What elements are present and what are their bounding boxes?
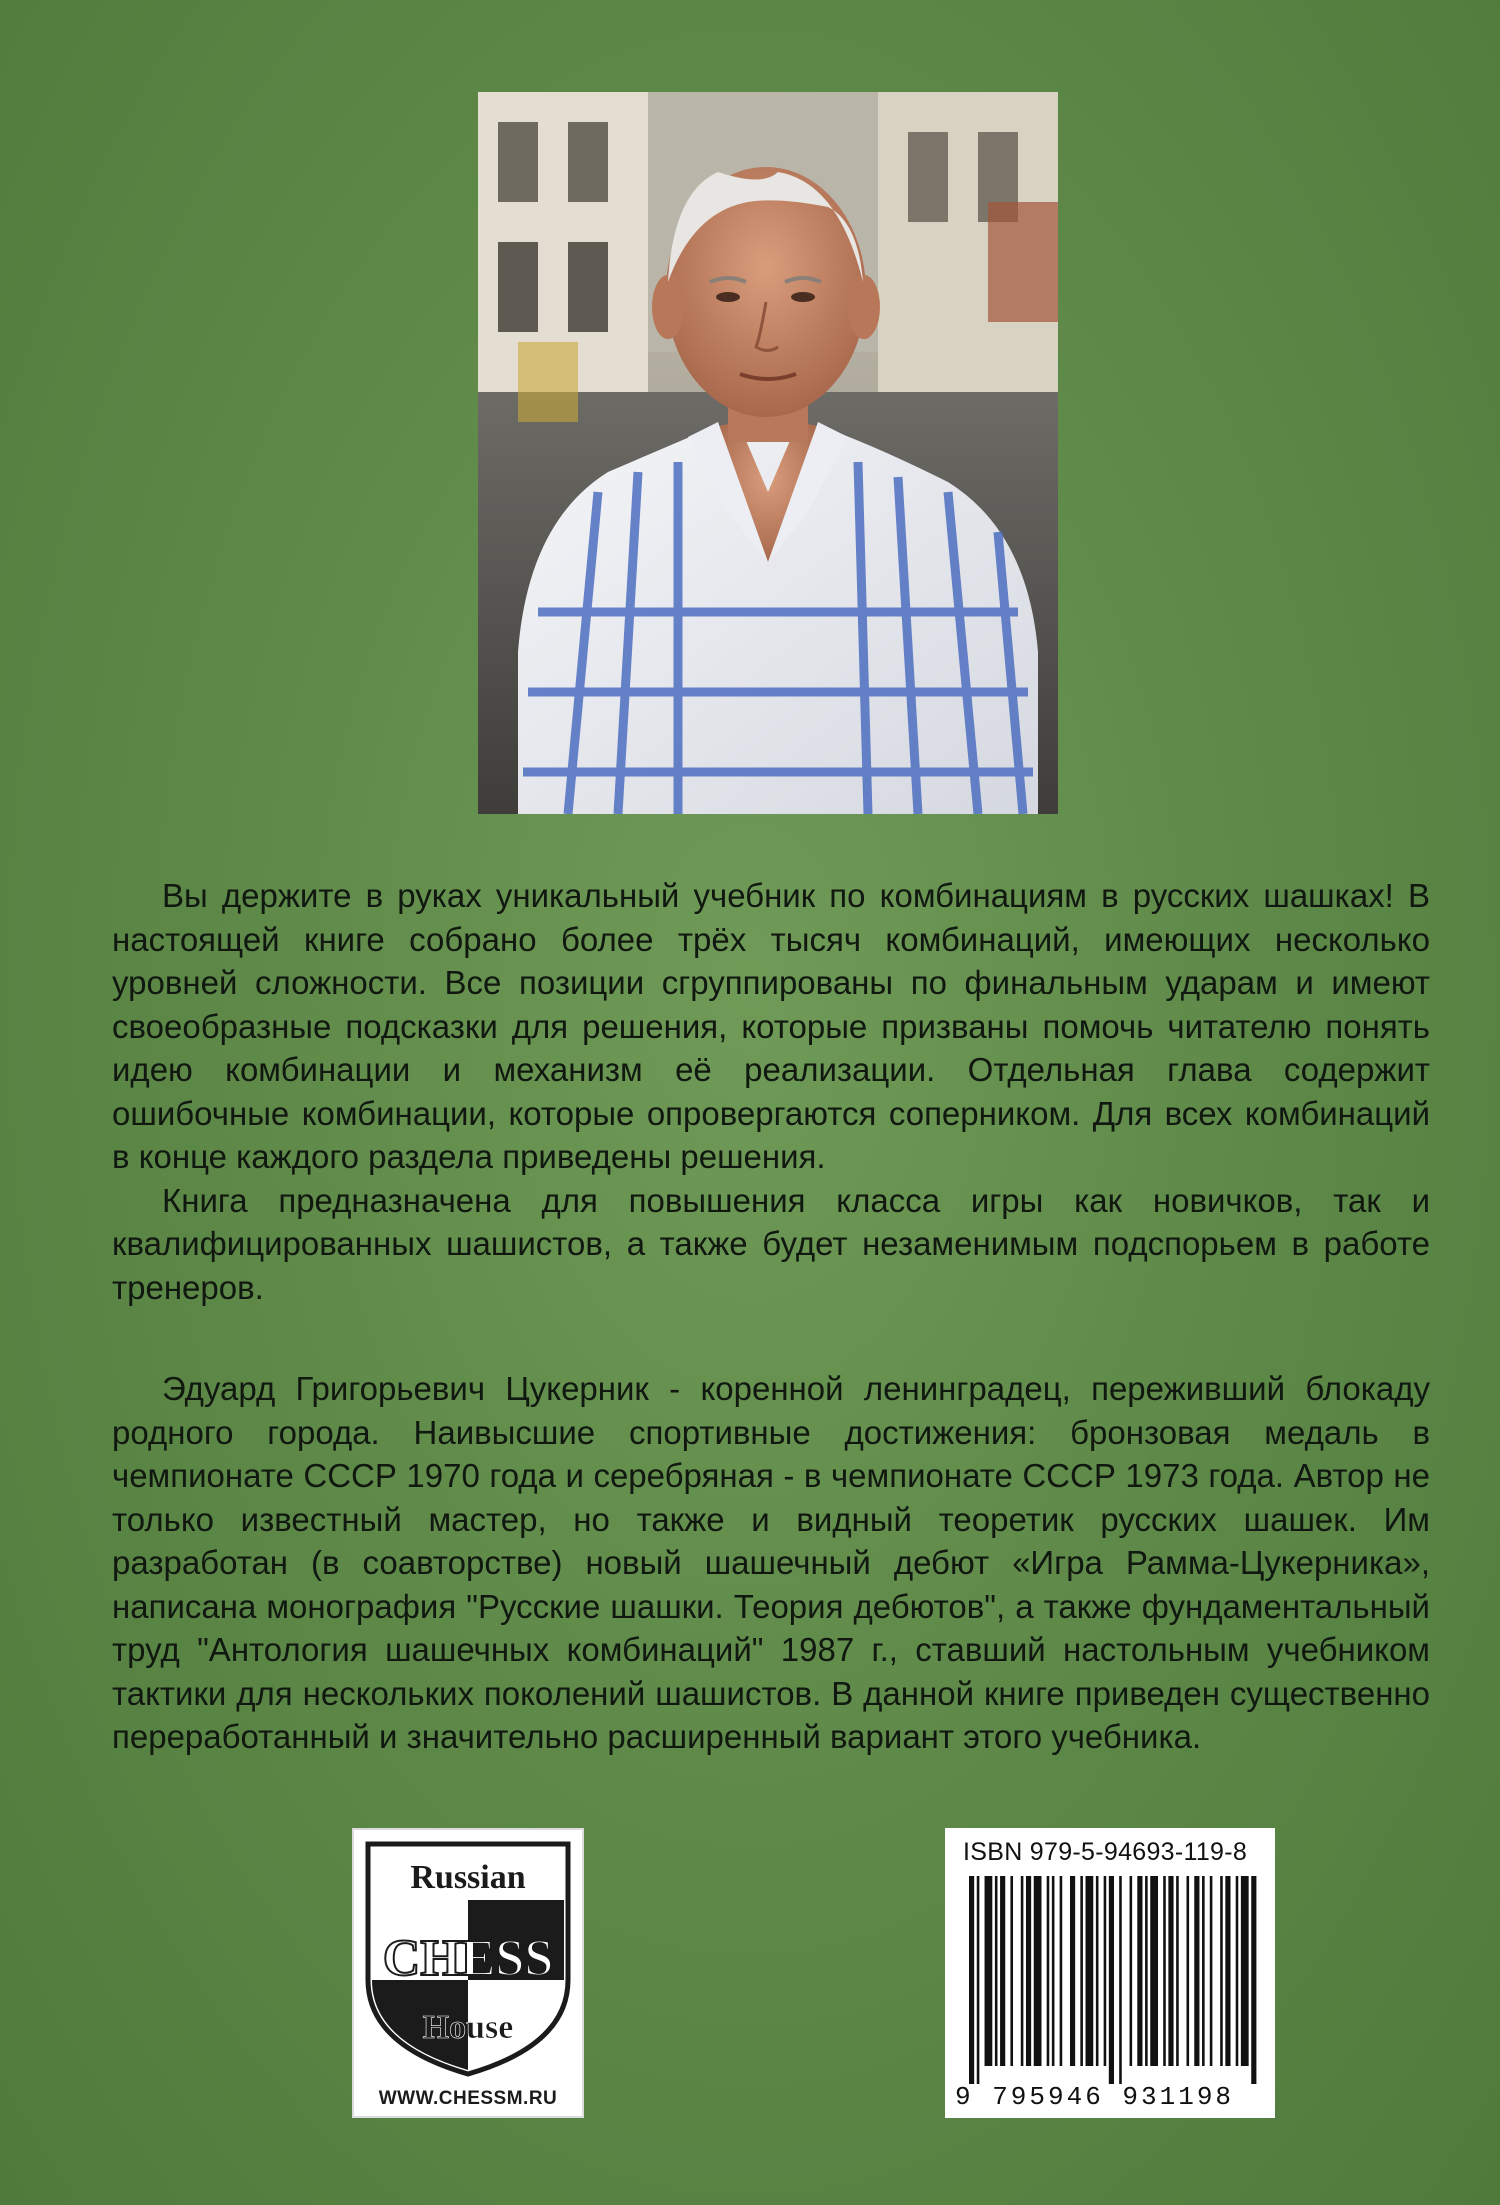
author-photo-image <box>478 92 1058 814</box>
barcode-bar <box>1096 1876 1099 2066</box>
barcode-bar <box>1220 1876 1223 2066</box>
barcode-bar <box>1047 1876 1050 2066</box>
logo-line-2: CHESS <box>382 1930 554 1987</box>
publisher-url: WWW.CHESSM.RU <box>378 2088 558 2109</box>
barcode-bar <box>1070 1876 1075 2066</box>
barcode-bar <box>1202 1876 1205 2066</box>
barcode-bar <box>1086 1876 1094 2066</box>
barcode-bar <box>1137 1876 1142 2066</box>
barcode-bar <box>1210 1876 1213 2066</box>
barcode-bar <box>1194 1876 1199 2066</box>
barcode-bar <box>1163 1876 1166 2066</box>
description-paragraph-1: Вы держите в руках уникальный учебник по комбинациям в русских шашках! В настоящей книге собрано более трёх тысяч комбинаций, имеющих несколько уровней сложности. Все позиции сгруппированы по финальным ударам и имеют своеобразные подсказки для решения, которые призваны помочь читателю понять идею комбинации и механизм её реализации. Отдельная глава содержит ошибочные комбинации, которые опровергаются соперником. Для всех комбинаций в конце каждого раздела приведены решения. <box>112 877 1430 1175</box>
barcode-bar <box>1104 1876 1107 2066</box>
barcode-bars <box>969 1876 1259 2084</box>
barcode-bar <box>969 1876 974 2084</box>
barcode-bar <box>1060 1876 1063 2066</box>
barcode-bar <box>1168 1876 1173 2066</box>
logo-line-1: Russian <box>410 1859 526 1896</box>
barcode-bar <box>1000 1876 1005 2066</box>
barcode-bar <box>1241 1876 1249 2066</box>
barcode-bar <box>1130 1876 1133 2066</box>
barcode-bar <box>1251 1876 1256 2084</box>
description-paragraph-2: Книга предназначена для повышения класса игры как новичков, так и квалифицированных шашистов, а также будет незаменимым подспорьем в работе тренеров. <box>112 1181 1430 1306</box>
book-description <box>112 874 1430 1309</box>
barcode-bar <box>985 1876 993 2066</box>
barcode-bar <box>1080 1876 1083 2066</box>
russian-chess-house-emblem <box>354 1830 582 2080</box>
barcode-bar <box>1187 1876 1190 2066</box>
barcode-bar <box>1109 1876 1114 2084</box>
barcode-bar <box>1119 1876 1122 2084</box>
isbn-number: ISBN 979-5-94693-119-8 <box>963 1838 1248 1866</box>
barcode-bar <box>1052 1876 1055 2066</box>
barcode-bar <box>1021 1876 1024 2066</box>
barcode-bar <box>1236 1876 1239 2066</box>
author-bio <box>112 1367 1430 1759</box>
barcode-digits: 9 795946 931198 <box>955 2082 1235 2112</box>
publisher-logo <box>352 1828 584 2118</box>
barcode-bar <box>1225 1876 1230 2066</box>
author-photo <box>478 92 1058 814</box>
barcode-bar <box>1026 1876 1031 2066</box>
author-bio-paragraph: Эдуард Григорьевич Цукерник - коренной ленинградец, переживший блокаду родного города. Наивысшие спортивные достижения: бронзовая медаль в чемпионате СССР 1970 года и серебряная - в чемпионате СССР 1973 года. Автор не только известный мастер, но также и видный теоретик русских шашек. Им разработан (в соавторстве) новый шашечный дебют «Игра Рамма-Цукерника», написана монография "Русские шашки. Теория дебютов", а также фундаментальный труд "Антология шашечных комбинаций" 1987 г., ставший настольным учебником тактики для нескольких поколений шашистов. В данной книге приведен существенно переработанный и значительно расширенный вариант этого учебника. <box>112 1370 1430 1755</box>
barcode-bar <box>995 1876 998 2066</box>
barcode-bar <box>1145 1876 1148 2066</box>
isbn-barcode <box>945 1828 1275 2118</box>
barcode-bar <box>977 1876 980 2084</box>
barcode-bar <box>1010 1876 1013 2066</box>
barcode-bar <box>1034 1876 1042 2066</box>
logo-line-3: House <box>422 2009 514 2046</box>
barcode-bar <box>1150 1876 1158 2066</box>
barcode-bar <box>1176 1876 1179 2066</box>
